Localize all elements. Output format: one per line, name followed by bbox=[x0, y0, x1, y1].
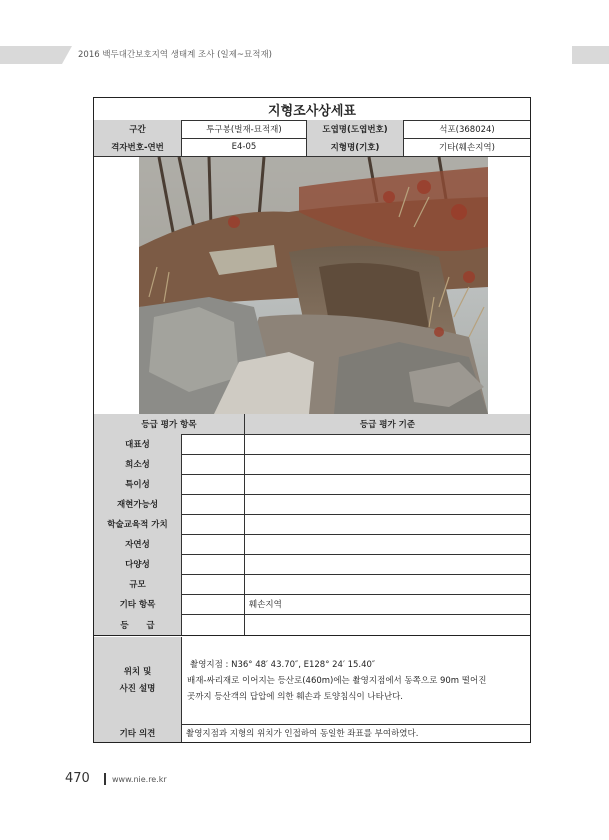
location-description bbox=[182, 637, 530, 724]
other-value: 촬영지점과 지형의 위치가 인접하여 동일한 좌표를 부여하였다. bbox=[186, 729, 419, 739]
eval-criteria bbox=[245, 474, 530, 494]
location-text-line1: 배재-싸리재로 이어지는 등산로(460m)에는 촬영지점에서 동쪽으로 90m 떨어진 bbox=[187, 676, 487, 686]
eval-label: 등 급 bbox=[94, 614, 182, 635]
eval-grade bbox=[182, 434, 245, 454]
eval-label: 자연성 bbox=[94, 534, 182, 554]
other-label: 기타 의견 bbox=[94, 724, 182, 742]
section-value: 투구봉(벌재-묘적재) bbox=[182, 120, 307, 138]
eval-row bbox=[94, 554, 530, 575]
eval-row bbox=[94, 534, 530, 555]
eval-criteria bbox=[245, 534, 530, 554]
eval-label: 학술교육적 가치 bbox=[94, 514, 182, 534]
eval-grade bbox=[182, 474, 245, 494]
section-label: 구간 bbox=[94, 120, 182, 138]
footer-separator bbox=[104, 773, 106, 785]
other-row bbox=[94, 724, 530, 742]
eval-label: 특이성 bbox=[94, 474, 182, 494]
photo-area bbox=[94, 156, 530, 415]
eval-criteria bbox=[245, 554, 530, 574]
eval-label: 다양성 bbox=[94, 554, 182, 574]
grid-number-label: 격자번호-연번 bbox=[94, 138, 182, 156]
eval-grade bbox=[182, 594, 245, 614]
map-sheet-value: 석포(368024) bbox=[439, 125, 495, 135]
site-photo bbox=[139, 157, 488, 414]
eval-row bbox=[94, 434, 530, 455]
location-label-line2: 사진 설명 bbox=[119, 683, 156, 694]
location-text-line2: 곳까지 등산객의 답압에 의한 훼손과 토양침식이 나타난다. bbox=[187, 692, 403, 702]
landform-label: 지형명(기호) bbox=[307, 138, 404, 156]
eval-grade bbox=[182, 494, 245, 514]
location-row bbox=[94, 637, 530, 725]
eval-label: 대표성 bbox=[94, 434, 182, 454]
landform-value: 기타(훼손지역) bbox=[439, 143, 495, 153]
eval-grade bbox=[182, 574, 245, 594]
footer-url: www.nie.re.kr bbox=[112, 775, 167, 784]
eval-label: 재현가능성 bbox=[94, 494, 182, 514]
map-sheet-label: 도엽명(도엽번호) bbox=[307, 120, 404, 138]
location-label bbox=[94, 637, 182, 724]
eval-row bbox=[94, 454, 530, 475]
eval-grade bbox=[182, 554, 245, 574]
eval-row bbox=[94, 574, 530, 595]
eval-row bbox=[94, 514, 530, 535]
grid-number-value: E4-05 bbox=[182, 138, 307, 156]
eval-grade bbox=[182, 614, 245, 635]
eval-label: 희소성 bbox=[94, 454, 182, 474]
eval-criteria bbox=[245, 514, 530, 534]
eval-item-header: 등급 평가 항목 bbox=[94, 414, 245, 434]
eval-row bbox=[94, 474, 530, 495]
form-title: 지형조사상세표 bbox=[94, 98, 530, 121]
eval-criteria bbox=[245, 434, 530, 454]
eval-criteria-header: 등급 평가 기준 bbox=[245, 414, 530, 434]
info-row-1 bbox=[94, 120, 530, 139]
location-coords: 촬영지점 : N36° 48′ 43.70″, E128° 24′ 15.40″ bbox=[190, 660, 376, 670]
running-header: 2016 백두대간보호지역 생태계 조사 (일제~묘적재) bbox=[78, 50, 272, 60]
eval-criteria: 훼손지역 bbox=[249, 600, 282, 610]
eval-grade bbox=[182, 514, 245, 534]
page-number: 470 bbox=[65, 771, 90, 786]
eval-criteria bbox=[245, 574, 530, 594]
location-label-line1: 위치 및 bbox=[123, 666, 152, 677]
eval-row bbox=[94, 494, 530, 515]
eval-row bbox=[94, 594, 530, 615]
eval-label: 기타 항목 bbox=[94, 594, 182, 614]
info-row-2 bbox=[94, 138, 530, 157]
eval-grade bbox=[182, 454, 245, 474]
eval-criteria bbox=[245, 494, 530, 514]
eval-header-row bbox=[94, 414, 530, 435]
eval-row bbox=[94, 614, 530, 636]
eval-grade bbox=[182, 534, 245, 554]
eval-label: 규모 bbox=[94, 574, 182, 594]
eval-criteria bbox=[245, 614, 530, 635]
survey-form bbox=[93, 97, 531, 743]
eval-criteria bbox=[245, 454, 530, 474]
